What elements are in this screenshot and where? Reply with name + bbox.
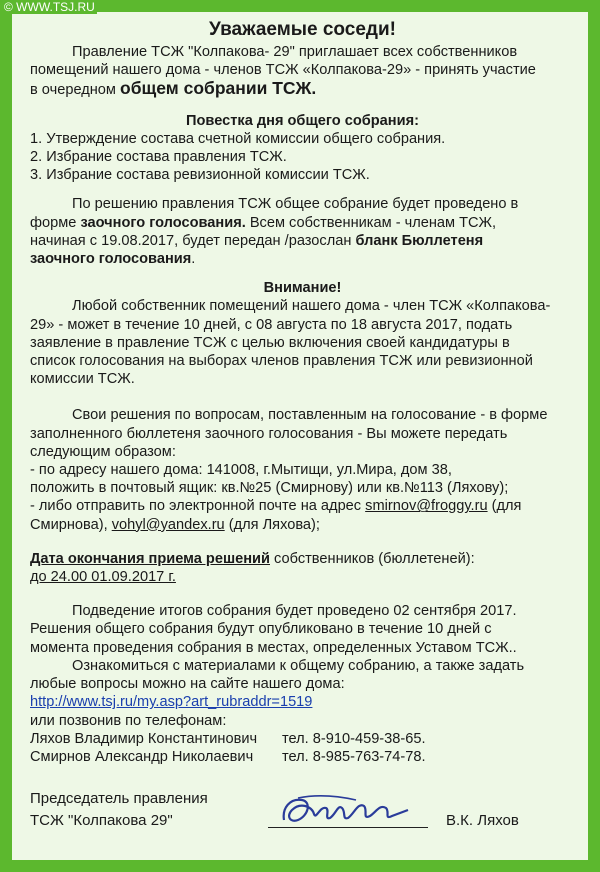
attention-line: список голосования на выборах членов правления ТСЖ или ревизионной xyxy=(30,353,533,370)
results-line: Подведение итогов собрания будет проведено 02 сентября 2017. xyxy=(72,603,517,620)
contact-row xyxy=(30,730,575,748)
meeting-emphasis: общем собрании ТСЖ. xyxy=(120,78,317,99)
agenda-line: 2. Избрание состава правления ТСЖ. xyxy=(30,149,287,166)
agenda-line: 1. Утверждение состава счетной комиссии общего собрания. xyxy=(30,130,446,147)
submit-line: следующим образом: xyxy=(30,443,176,460)
intro-line-3: в очередном общем собрании ТСЖ. xyxy=(30,78,317,99)
submit-line: положить в почтовый ящик: кв.№25 (Смирнову) или кв.№113 (Ляхову); xyxy=(30,480,509,497)
submit-line: заполненного бюллетеня заочного голосования - Вы можете передать xyxy=(30,425,508,442)
decision-line-4: заочного голосования. xyxy=(30,251,196,268)
attention-line: Любой собственник помещений нашего дома - член ТСЖ «Колпакова- xyxy=(72,298,551,315)
submit-paragraph xyxy=(30,406,575,497)
decision-line-3: начиная с 19.08.2017, будет передан /разослан бланк Бюллетеня xyxy=(30,232,484,249)
contact-phone: тел. 8-910-459-38-65. xyxy=(282,730,426,747)
phone-intro: или позвонив по телефонам: xyxy=(30,712,227,729)
attention-title: Внимание! xyxy=(263,280,342,297)
contacts-list xyxy=(30,730,575,766)
notice-document xyxy=(30,19,575,832)
contact-row xyxy=(30,748,575,766)
contact-phone: тел. 8-985-763-74-78. xyxy=(282,748,426,765)
contact-name: Смирнов Александр Николаевич xyxy=(30,748,254,765)
attention-paragraph xyxy=(30,297,575,388)
contact-name: Ляхов Владимир Константинович xyxy=(30,730,258,747)
attention-line: заявление в правление ТСЖ с целью включения своей кандидатуры в xyxy=(30,334,510,351)
deadline-date: до 24.00 01.09.2017 г. xyxy=(30,569,176,586)
agenda-title: Повестка дня общего собрания: xyxy=(186,112,419,129)
submit-line: - по адресу нашего дома: 141008, г.Мытищи, ул.Мира, дом 38, xyxy=(30,462,452,479)
submit-line: Свои решения по вопросам, поставленным на голосование - в форме xyxy=(72,407,548,424)
decision-line-2: форме заочного голосования. Всем собственникам - членам ТСЖ, xyxy=(30,214,497,231)
email-line-2: Смирнова), vohyl@yandex.ru (для Ляхова); xyxy=(30,516,320,533)
results-line: момента проведения собрания в местах, определенных Уставом ТСЖ.. xyxy=(30,639,517,656)
attention-line: 29» - может в течение 10 дней, с 08 августа по 18 августа 2017, подать xyxy=(30,316,513,333)
signer-name: В.К. Ляхов xyxy=(446,812,519,830)
deadline-line: Дата окончания приема решений собственников (бюллетеней): xyxy=(30,550,475,567)
email-line-1: - либо отправить по электронной почте на адрес smirnov@froggy.ru (для xyxy=(30,498,522,515)
results-line: Решения общего собрания будут опубликовано в течение 10 дней с xyxy=(30,621,492,638)
greeting-heading: Уважаемые соседи! xyxy=(209,19,396,40)
results-line: любые вопросы можно на сайте нашего дома: xyxy=(30,676,345,693)
email-link-smirnov[interactable]: smirnov@froggy.ru xyxy=(365,498,488,515)
agenda-line: 3. Избрание состава ревизионной комиссии ТСЖ. xyxy=(30,167,370,184)
agenda-list xyxy=(30,130,575,185)
results-paragraph xyxy=(30,602,575,693)
email-link-vohyl[interactable]: vohyl@yandex.ru xyxy=(111,516,225,533)
chairman-title: Председатель правления xyxy=(30,790,208,808)
intro-line-1: Правление ТСЖ "Колпакова- 29" приглашает всех собственников xyxy=(72,44,518,60)
intro-line-2: помещений нашего дома - членов ТСЖ «Колпакова-29» - принять участие xyxy=(30,62,536,79)
site-link[interactable]: http://www.tsj.ru/my.asp?art_rubraddr=1519 xyxy=(30,694,313,711)
attention-line: комиссии ТСЖ. xyxy=(30,371,135,388)
decision-line-1: По решению правления ТСЖ общее собрание будет проведено в xyxy=(72,196,519,213)
results-line: Ознакомиться с материалами к общему собранию, а также задать xyxy=(72,657,525,674)
signature-line xyxy=(268,827,428,828)
watermark: © WWW.TSJ.RU xyxy=(4,0,95,14)
chairman-org: ТСЖ "Колпакова 29" В.К. Ляхов xyxy=(30,810,575,832)
